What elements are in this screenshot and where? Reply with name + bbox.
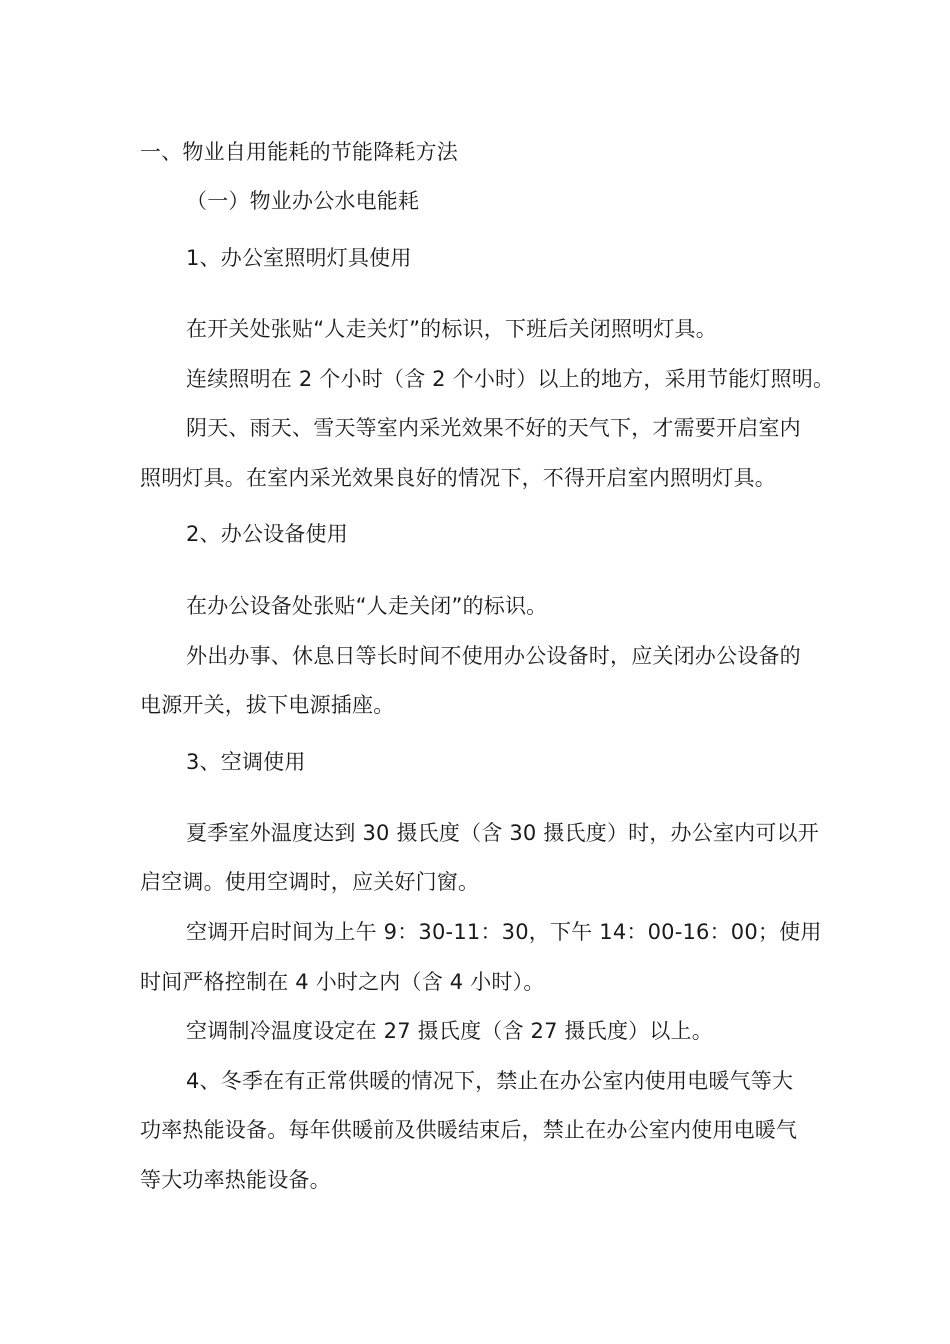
section-title-air-conditioning: 3、空调使用 (186, 750, 306, 774)
paragraph-line: 在开关处张贴“人走关灯”的标识，下班后关闭照明灯具。 (186, 317, 717, 341)
section-title-lighting: 1、办公室照明灯具使用 (186, 246, 412, 270)
paragraph-line: 阴天、雨天、雪天等室内采光效果不好的天气下，才需要开启室内 (186, 416, 801, 440)
paragraph-line: 夏季室外温度达到 30 摄氏度（含 30 摄氏度）时，办公室内可以开 (186, 821, 819, 845)
heading-level-1: 一、物业自用能耗的节能降耗方法 (140, 140, 458, 164)
paragraph-line: 时间严格控制在 4 小时之内（含 4 小时）。 (140, 970, 545, 994)
paragraph-line: 空调制冷温度设定在 27 摄氏度（含 27 摄氏度）以上。 (186, 1019, 713, 1043)
paragraph-line: 外出办事、休息日等长时间不使用办公设备时，应关闭办公设备的 (186, 644, 801, 668)
paragraph-line: 在办公设备处张贴“人走关闭”的标识。 (186, 594, 548, 618)
paragraph-line: 连续照明在 2 个小时（含 2 个小时）以上的地方，采用节能灯照明。 (186, 367, 835, 391)
paragraph-line: 照明灯具。在室内采光效果良好的情况下，不得开启室内照明灯具。 (140, 466, 776, 490)
paragraph-line: 功率热能设备。每年供暖前及供暖结束后，禁止在办公室内使用电暖气 (140, 1118, 798, 1142)
heading-level-2: （一）物业办公水电能耗 (186, 189, 420, 213)
paragraph-line: 空调开启时间为上午 9：30-11：30，下午 14：00-16：00；使用 (186, 920, 822, 944)
paragraph-line: 启空调。使用空调时，应关好门窗。 (140, 870, 480, 894)
paragraph-line: 4、冬季在有正常供暖的情况下，禁止在办公室内使用电暖气等大 (186, 1069, 794, 1093)
paragraph-line: 等大功率热能设备。 (140, 1168, 331, 1192)
paragraph-line: 电源开关，拔下电源插座。 (140, 693, 395, 717)
section-title-office-equipment: 2、办公设备使用 (186, 522, 348, 546)
